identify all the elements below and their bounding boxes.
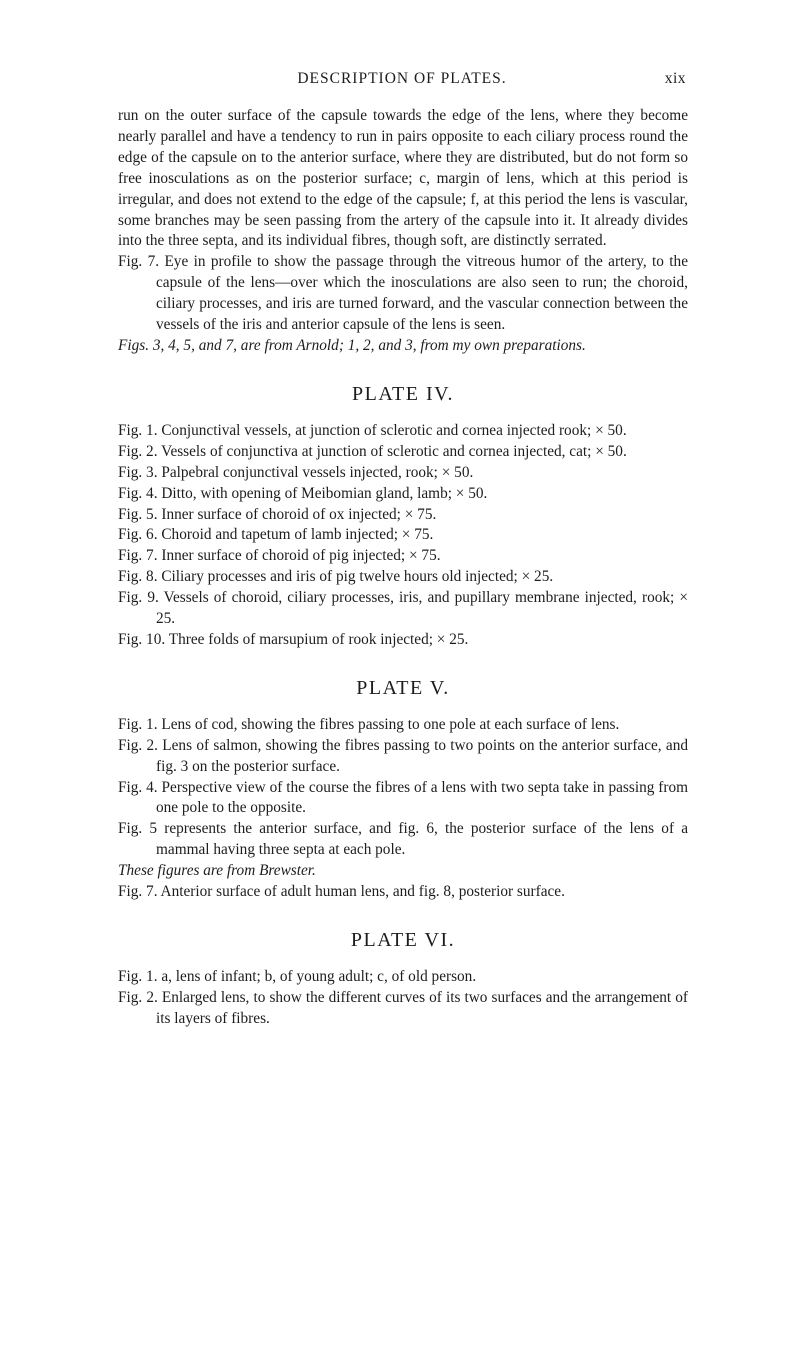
fig-entry — [118, 546, 688, 567]
plate-vi-list — [118, 967, 688, 1030]
fig-entry — [118, 421, 688, 442]
continued-paragraph: run on the outer surface of the capsule towards the edge of the lens, where they become nearly parallel and have a tendency to run in pairs opposite to each ciliary process round the edge of the capsule on to the anterior surface, where they are distributed, but do not form so free inosculations as on the posterior surface; c, margin of lens, which at this period is irregular, and does not extend to the edge of the capsule; f, at this period the lens is vascular, some branches may be seen passing from the artery of the capsule into it. It already divides into the three septa, and its individual fibres, though soft, are distinctly serrated. — [118, 107, 688, 250]
fig-text: Choroid and tapetum of lamb injected; × 75. — [161, 526, 434, 544]
fig-text: Lens of cod, showing the fibres passing to one pole at each surface of lens. — [161, 715, 620, 733]
fig-entry — [118, 988, 688, 1030]
fig-entry — [118, 715, 688, 736]
fig-entry — [118, 630, 688, 651]
fig-entry — [118, 736, 688, 778]
fig-entry — [118, 525, 688, 546]
fig-label: Fig. 6. — [118, 526, 158, 544]
plate-heading: PLATE VI. — [350, 929, 456, 951]
fig-entry — [118, 819, 688, 861]
fig-text: Eye in profile to show the passage through the vitreous humor of the artery, to the capsule of the lens—over which the inosculations are also seen to run; the choroid, ciliary processes, and iris are turned forward, and the vascular connection between the vessels of the iris and anterior capsule of the lens is seen. — [156, 253, 688, 334]
fig-text: Perspective view of the course the fibres of a lens with two septa take in passing from one pole to the opposite. — [156, 778, 689, 817]
fig-text: Conjunctival vessels, at junction of sclerotic and cornea injected rook; × 50. — [161, 421, 627, 439]
fig-entry — [118, 588, 688, 630]
fig-text: Vessels of conjunctiva at junction of sclerotic and cornea injected, cat; × 50. — [161, 442, 627, 460]
fig-label: Fig. 5 — [118, 820, 158, 838]
running-header — [118, 70, 686, 92]
plate-heading: PLATE V. — [356, 676, 450, 699]
fig-label: Fig. 7. — [118, 253, 160, 271]
page-header-title: DESCRIPTION OF PLATES. — [297, 70, 507, 87]
fig-entry — [118, 882, 688, 903]
plate-heading: PLATE IV. — [351, 382, 455, 405]
fig-label: Fig. 2. — [118, 442, 158, 460]
fig-entry — [118, 484, 688, 505]
fig-label: Fig. 5. — [118, 505, 158, 523]
fig-text: Vessels of choroid, ciliary processes, iris, and pupillary membrane injected, rook; × 25. — [156, 589, 688, 628]
fig-label: Fig. 7. — [118, 883, 158, 901]
fig-label: Fig. 10. — [118, 630, 166, 648]
fig-label: Fig. 2. — [118, 988, 158, 1006]
fig-label: Fig. 2. — [118, 736, 158, 754]
fig-text: represents the anterior surface, and fig. 6, the posterior surface of the lens of a mammal having three septa at each pole. — [156, 820, 688, 859]
fig-entry — [118, 778, 688, 820]
fig-text: Inner surface of choroid of ox injected; × 75. — [161, 505, 437, 523]
fig-entry — [118, 967, 688, 988]
fig-text: Ditto, with opening of Meibomian gland, lamb; × 50. — [161, 484, 488, 502]
fig-label: Fig. 4. — [118, 778, 158, 796]
fig-label: Fig. 1. — [118, 968, 158, 985]
fig-label: Fig. 1. — [118, 421, 158, 439]
fig-entry — [118, 567, 688, 588]
fig-text: Inner surface of choroid of pig injected; × 75. — [161, 547, 441, 565]
plate-iv-list — [118, 421, 688, 651]
fig-label: Fig. 1. — [118, 715, 158, 733]
sources-note: These figures are from Brewster. — [118, 862, 316, 880]
plate-v-list — [118, 715, 688, 903]
fig-entry — [118, 252, 688, 336]
fig-label: Fig. 9. — [118, 589, 159, 607]
fig-entry — [118, 505, 688, 526]
fig-label: Fig. 8. — [118, 568, 158, 586]
fig-text: Ciliary processes and iris of pig twelve hours old injected; × 25. — [161, 568, 554, 586]
fig-text: Palpebral conjunctival vessels injected, rook; × 50. — [161, 463, 474, 481]
fig-text: Anterior surface of adult human lens, and fig. 8, posterior surface. — [160, 883, 565, 901]
page-body — [118, 106, 688, 1030]
fig-entry — [118, 442, 688, 463]
fig-label: Fig. 7. — [118, 547, 158, 565]
fig-label: Fig. 4. — [118, 484, 158, 502]
fig-text: Lens of salmon, showing the fibres passing to two points on the anterior surface, and fig. 3 on the posterior surface. — [156, 736, 688, 775]
fig-label: Fig. 3. — [118, 463, 158, 481]
fig-text: a, lens of infant; b, of young adult; c, of old person. — [161, 968, 477, 985]
page-number: xix — [664, 70, 686, 87]
fig-text: Enlarged lens, to show the different curves of its two surfaces and the arrangement of its layers of fibres. — [156, 988, 688, 1027]
fig-entry — [118, 463, 688, 484]
fig-text: Three folds of marsupium of rook injected; × 25. — [168, 630, 469, 648]
sources-note: Figs. 3, 4, 5, and 7, are from Arnold; 1, 2, and 3, from my own preparations. — [118, 336, 586, 354]
